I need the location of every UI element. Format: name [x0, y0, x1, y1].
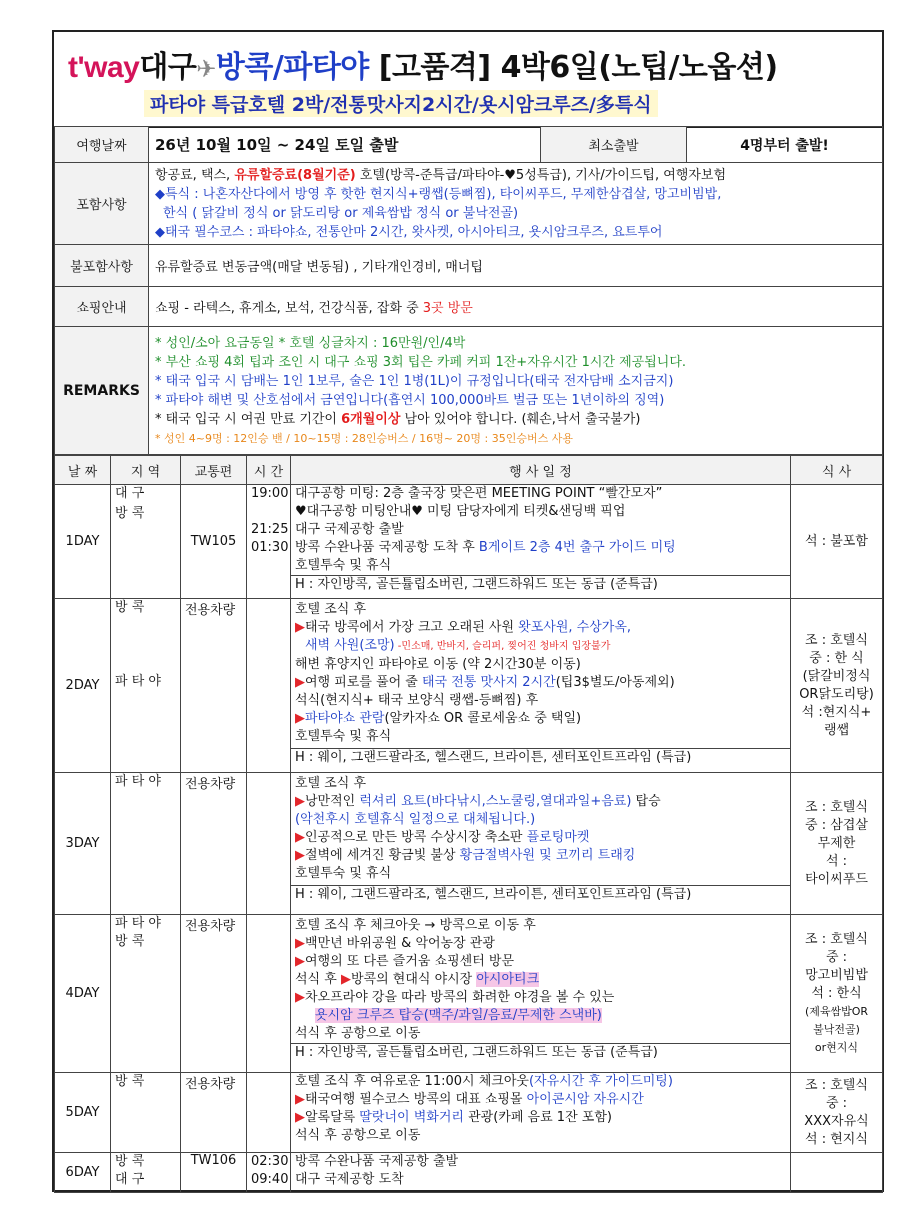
col-transport: 교통편 — [181, 456, 247, 485]
excluded-value: 유류할증료 변동금액(매달 변동됨) , 기타개인경비, 매너팁 — [149, 245, 883, 287]
day2-dawn-temple: 새벽 사원(조망) — [305, 638, 395, 653]
day1-time-2: 21:25 — [251, 522, 289, 537]
arrow-icon: ▶ — [295, 675, 305, 690]
day2-line-1: 호텔 조식 후 — [295, 602, 367, 617]
day1-time-1: 19:00 — [251, 486, 289, 501]
day2-meal-2: 중 : 한 식 — [809, 650, 864, 666]
day5-meal-2: 중 : — [825, 1095, 848, 1111]
day4-line-2: 백만년 바위공원 & 악어농장 관광 — [305, 936, 495, 951]
must-course-line: ◆태국 필수코스 : 파타야쇼, 전통안마 2시간, 왓사켓, 아시아티크, 욧시암크루즈, 요트투어 — [155, 224, 663, 240]
shopping-value — [149, 287, 883, 327]
day5-row — [55, 1073, 883, 1153]
day4-region — [111, 915, 181, 1073]
day3-label: 3DAY — [55, 773, 111, 915]
korean-meal-line: 한식 ( 닭갈비 정식 or 닭도리탕 or 제육쌈밥 정식 or 불낙전골) — [163, 205, 519, 221]
day2-meal — [791, 599, 883, 773]
day5-free-time: (자유시간 후 가이드미팅) — [528, 1074, 673, 1089]
day4-meal-3: 망고비빔밥 — [805, 967, 868, 983]
day4-meal-2: 중 : — [825, 949, 848, 965]
special-meals-line: ◆특식 : 나혼자산다에서 방영 후 핫한 현지식+랭쌥(등뼈찜), 타이씨푸드, 무제한삼겹살, 망고비빔밥, — [155, 186, 722, 202]
day1-meal: 석 : 불포함 — [791, 485, 883, 599]
day2-massage: 태국 전통 맛사지 2시간 — [422, 675, 556, 690]
day1-region-1: 대 구 — [115, 486, 145, 501]
arrow-icon: ▶ — [295, 794, 305, 809]
destination-city: 방콕/파타야 — [215, 50, 369, 85]
arrow-icon: ▶ — [340, 972, 351, 987]
grade-label: [고품격] — [378, 50, 491, 85]
day2-line-2: 태국 방콕에서 가장 크고 오래된 사원 — [305, 620, 519, 635]
day2-region-2: 파 타 야 — [115, 674, 161, 689]
brand-logo-t: t' — [68, 51, 85, 84]
day2-transport: 전용차량 — [181, 599, 247, 773]
day3-itinerary — [291, 773, 791, 915]
day2-label: 2DAY — [55, 599, 111, 773]
day1-itinerary — [291, 485, 791, 599]
day3-golden-cliff: 황금절벽사원 및 코끼리 트래킹 — [459, 848, 636, 863]
day2-region-1: 방 콕 — [115, 600, 145, 615]
day2-itinerary — [291, 599, 791, 773]
day5-meal-1: 조 : 호텔식 — [805, 1077, 868, 1093]
day3-region — [111, 773, 181, 915]
day5-line-4: 석식 후 공항으로 이동 — [295, 1128, 421, 1143]
schedule-header-row — [55, 456, 883, 485]
day6-region — [111, 1153, 181, 1193]
remark-5: * 태국 입국 시 여권 만료 기간이 — [155, 411, 342, 427]
arrow-icon: ▶ — [295, 936, 305, 951]
day1-flight: TW105 — [181, 485, 247, 599]
day5-label: 5DAY — [55, 1073, 111, 1153]
passport-months: 6개월이상 — [341, 411, 401, 427]
day1-time-3: 01:30 — [251, 540, 289, 555]
included-line-1: 항공료, 택스, — [155, 167, 235, 183]
day5-transport: 전용차량 — [181, 1073, 247, 1153]
day4-region-2: 방 콕 — [115, 934, 145, 949]
day6-line-2: 대구 국제공항 도착 — [295, 1172, 404, 1187]
day6-region-2: 대 구 — [115, 1172, 145, 1187]
schedule-table — [54, 455, 883, 1193]
day3-row — [55, 773, 883, 915]
day1-line-2: ♥대구공항 미팅안내♥ 미팅 담당자에게 티켓&샌딩백 픽업 — [295, 504, 626, 519]
day5-meal-4: 석 : 현지식 — [805, 1131, 868, 1147]
arrow-icon: ▶ — [295, 848, 305, 863]
day5-meal — [791, 1073, 883, 1153]
shopping-label: 쇼핑안내 — [55, 287, 149, 327]
brand-logo-way: way — [84, 51, 140, 84]
remark-5-rest: 남아 있어야 합니다. (훼손,낙서 출국불가) — [400, 411, 641, 427]
day1-line-1: 대구공항 미팅: 2층 출국장 맞은편 MEETING POINT “빨간모자” — [295, 486, 663, 501]
day3-line-1: 호텔 조식 후 — [295, 776, 367, 791]
date-value: 26년 10월 10일 ~ 24일 토일 출발 — [149, 127, 541, 163]
day6-time-2: 09:40 — [251, 1172, 289, 1187]
day2-line-6: 석식(현지식+ 태국 보양식 랭쌥-등뼈찜) 후 — [295, 693, 539, 708]
day4-cruise: 욧시암 크루즈 탑승(맥주/과일/음료/무제한 스낵바) — [315, 1008, 602, 1023]
day5-line-2: 태국여행 필수코스 방콕의 대표 쇼핑몰 — [305, 1092, 527, 1107]
day3-time — [247, 773, 291, 915]
arrow-icon: ▶ — [295, 711, 305, 726]
day2-meal-3: (닭갈비정식 — [802, 668, 871, 684]
day4-region-1: 파 타 야 — [115, 916, 161, 931]
fuel-surcharge-note: 유류할증료(8월기준) — [234, 167, 356, 183]
day3-meal-2: 중 : 삼겹살 — [805, 817, 868, 833]
day5-line-3-end: 관광(카페 음료 1잔 포함) — [463, 1110, 612, 1125]
flyer-title — [68, 42, 878, 86]
day6-label: 6DAY — [55, 1153, 111, 1193]
day3-meal-5: 타이씨푸드 — [805, 871, 868, 887]
day5-iconsiam: 아이콘시암 자유시간 — [526, 1092, 644, 1107]
day3-line-4: 인공적으로 만든 방콕 수상시장 축소판 — [305, 830, 527, 845]
day5-line-1: 호텔 조식 후 여유로운 11:00시 체크아웃 — [295, 1074, 529, 1089]
day1-row — [55, 485, 883, 599]
remark-4: * 파타야 해변 및 산호섬에서 금연입니다(흡연시 100,000바트 벌금 또는 1년이하의 징역) — [155, 392, 665, 408]
day4-line-7: 석식 후 공항으로 이동 — [295, 1026, 421, 1041]
included-line-1-rest: 호텔(방콕-준특급/파타야-♥5성특급), 기사/가이드팁, 여행자보험 — [355, 167, 726, 183]
day6-region-1: 방 콕 — [115, 1154, 145, 1169]
day1-line-5: 호텔투숙 및 휴식 — [295, 558, 392, 573]
day4-transport: 전용차량 — [181, 915, 247, 1073]
arrow-icon: ▶ — [295, 1110, 305, 1125]
min-depart-value: 4명부터 출발! — [687, 127, 883, 163]
day5-meal-3: XXX자유식 — [804, 1113, 869, 1129]
day6-time-1: 02:30 — [251, 1154, 289, 1169]
day3-meal — [791, 773, 883, 915]
day2-show-option: (알카자쇼 OR 콜로세움쇼 중 택일) — [384, 711, 582, 726]
day3-meal-1: 조 : 호텔식 — [805, 799, 868, 815]
col-itinerary: 행 사 일 정 — [291, 456, 791, 485]
duration-label: 4박6일(노팁/노옵션) — [500, 50, 778, 85]
day6-row — [55, 1153, 883, 1193]
included-label: 포함사항 — [55, 163, 149, 245]
day5-line-3: 알록달록 — [305, 1110, 360, 1125]
day5-itinerary — [291, 1073, 791, 1153]
remark-2: * 부산 쇼핑 4회 팁과 조인 시 대구 쇼핑 3회 팁은 카페 커피 1잔+자유시간 1시간 제공됩니다. — [155, 354, 687, 370]
day1-hotel: H : 자인방콕, 골든튤립소버린, 그랜드하워드 또는 동급 (준특급) — [291, 575, 790, 593]
day6-line-1: 방콕 수완나품 국제공항 출발 — [295, 1154, 459, 1169]
day3-line-6: 호텔투숙 및 휴식 — [295, 866, 392, 881]
day1-line-3: 대구 국제공항 출발 — [295, 522, 404, 537]
day2-hotel: H : 웨이, 그랜드팔라조, 헬스랜드, 브라이튼, 센터포인트프라임 (특급) — [291, 748, 790, 766]
day2-temples: 왓포사원, 수상가옥, — [518, 620, 632, 635]
day1-label: 1DAY — [55, 485, 111, 599]
day2-region — [111, 599, 181, 773]
arrow-icon: ▶ — [295, 990, 305, 1005]
day3-hotel: H : 웨이, 그랜드팔라조, 헬스랜드, 브라이튼, 센터포인트프라임 (특급) — [291, 885, 790, 903]
day4-line-4: 석식 후 — [295, 972, 341, 987]
flyer-subtitle: 파타야 특급호텔 2박/전통맛사지2시간/욧시암크루즈/多특식 — [144, 90, 658, 117]
day2-meal-1: 조 : 호텔식 — [805, 632, 868, 648]
remark-3: * 태국 입국 시 담배는 1인 1보루, 술은 1인 1병(1L)이 규정입니다(태국 전자담배 소지금지) — [155, 373, 674, 389]
arrow-icon: ▶ — [295, 954, 305, 969]
info-table — [54, 126, 883, 455]
date-label: 여행날짜 — [55, 127, 149, 163]
day4-time — [247, 915, 291, 1073]
day2-pattaya-show: 파타야쇼 관람 — [305, 711, 385, 726]
col-meal: 식 사 — [791, 456, 883, 485]
day4-meal-6: 불낙전골) — [813, 1022, 860, 1036]
arrow-icon: ▶ — [295, 830, 305, 845]
day6-meal — [791, 1153, 883, 1193]
day3-yacht: 럭셔리 요트(바다낚시,스노쿨링,열대과일+음료) — [359, 794, 632, 809]
day1-region — [111, 485, 181, 599]
day2-meal-4: OR닭도리탕) — [799, 686, 874, 702]
day2-meal-5: 석 :현지식+ — [801, 704, 872, 720]
day4-asiatique: 아시아티크 — [476, 972, 540, 987]
day4-night-market: 방콕의 현대식 야시장 — [350, 972, 477, 987]
day6-flight: TW106 — [181, 1153, 247, 1193]
day2-line-8: 호텔투숙 및 휴식 — [295, 729, 392, 744]
day5-mural-street: 딸랏너이 벽화거리 — [359, 1110, 464, 1125]
col-region: 지 역 — [111, 456, 181, 485]
day3-line-2: 낭만적인 — [305, 794, 360, 809]
excluded-label: 불포함사항 — [55, 245, 149, 287]
day3-weather-note: (악천후시 호텔휴식 일정으로 대체됩니다.) — [295, 812, 536, 827]
shopping-count: 3곳 방문 — [422, 301, 473, 316]
day1-line-4: 방콕 수완나품 국제공항 도착 후 — [295, 540, 479, 555]
remark-1: * 성인/소아 요금동일 * 호텔 싱글차지 : 16만원/인/4박 — [155, 335, 466, 351]
day3-meal-4: 석 : — [825, 853, 848, 869]
flyer-header — [54, 32, 882, 128]
day4-meal-1: 조 : 호텔식 — [805, 931, 868, 947]
day1-guide-meeting: B게이트 2층 4번 출구 가이드 미팅 — [478, 540, 676, 555]
day2-time — [247, 599, 291, 773]
day3-floating-market: 플로팅마켓 — [526, 830, 590, 845]
day4-itinerary — [291, 915, 791, 1073]
day4-label: 4DAY — [55, 915, 111, 1073]
day1-times — [247, 485, 291, 599]
day5-region-1: 방 콕 — [115, 1074, 145, 1089]
day4-line-1: 호텔 조식 후 체크아웃 → 방콕으로 이동 후 — [295, 918, 536, 933]
col-time: 시 간 — [247, 456, 291, 485]
day4-row — [55, 915, 883, 1073]
day6-times — [247, 1153, 291, 1193]
day6-itinerary — [291, 1153, 791, 1193]
day2-line-5: 여행 피로를 풀어 줄 — [305, 675, 422, 690]
airplane-icon: ✈ — [196, 55, 216, 83]
tour-flyer — [52, 30, 884, 1192]
day2-dress-code: -민소매, 반바지, 슬리퍼, 찢어진 청바지 입장불가 — [394, 641, 611, 652]
day3-meal-3: 무제한 — [817, 835, 856, 851]
min-depart-label: 최소출발 — [541, 127, 687, 163]
day3-line-5: 절벽에 세겨진 황금빛 불상 — [305, 848, 460, 863]
day4-meal — [791, 915, 883, 1073]
arrow-icon: ▶ — [295, 1092, 305, 1107]
remarks-label: REMARKS — [55, 327, 149, 455]
day5-time — [247, 1073, 291, 1153]
remark-6: * 성인 4~9명 : 12인승 밴 / 10~15명 : 28인승버스 / 16명~ 20명 : 35인승버스 사용 — [155, 431, 573, 445]
included-content — [149, 163, 883, 245]
day4-meal-4: 석 : 한식 — [811, 985, 862, 1001]
day2-line-4: 해변 휴양지인 파타야로 이동 (약 2시간30분 이동) — [295, 657, 581, 672]
day2-row — [55, 599, 883, 773]
origin-city: 대구 — [139, 50, 197, 85]
day1-region-2: 방 콕 — [115, 506, 145, 521]
day3-transport: 전용차량 — [181, 773, 247, 915]
day4-meal-7: or현지식 — [814, 1040, 859, 1054]
remarks-content — [149, 327, 883, 455]
day4-meal-5: (제육쌈밥OR — [804, 1004, 869, 1018]
col-day: 날 짜 — [55, 456, 111, 485]
day4-line-5: 차오프라야 강을 따라 방콕의 화려한 야경을 볼 수 있는 — [305, 990, 615, 1005]
shopping-list: 쇼핑 - 라텍스, 휴게소, 보석, 건강식품, 잡화 중 — [155, 301, 423, 316]
arrow-icon: ▶ — [295, 620, 305, 635]
day2-meal-6: 랭쌥 — [823, 722, 850, 738]
day4-line-3: 여행의 또 다른 즐거움 쇼핑센터 방문 — [305, 954, 515, 969]
day5-region — [111, 1073, 181, 1153]
day2-massage-note: (팁3$별도/아동제외) — [555, 675, 675, 690]
day3-region-1: 파 타 야 — [115, 774, 161, 789]
day4-hotel: H : 자인방콕, 골든튤립소버린, 그랜드하워드 또는 동급 (준특급) — [291, 1043, 790, 1061]
day3-line-2-end: 탑승 — [631, 794, 661, 809]
